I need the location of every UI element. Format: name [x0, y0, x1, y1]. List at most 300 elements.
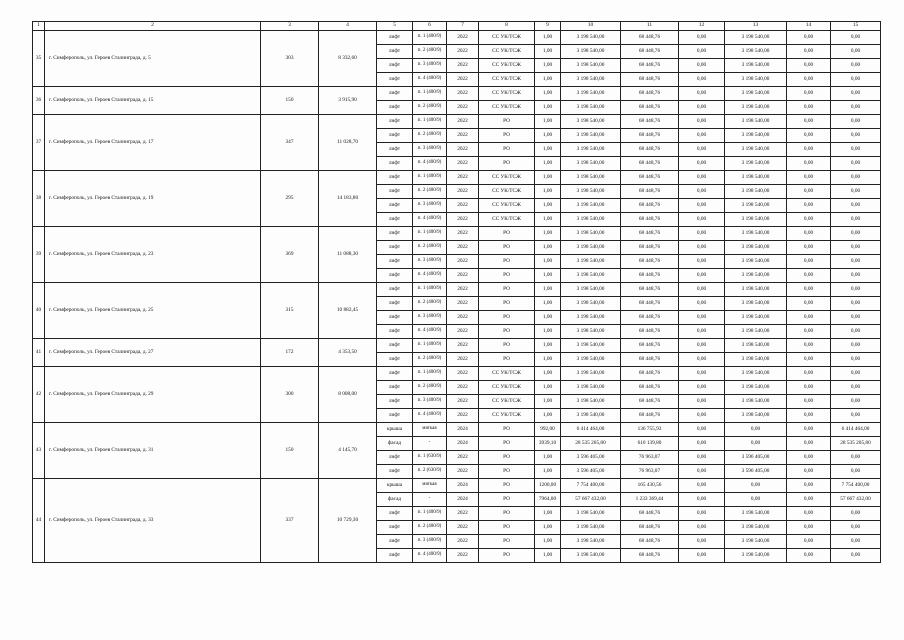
year: 2022 [447, 535, 479, 549]
apartments-count: 347 [261, 115, 319, 171]
col-13-value: 3 198 540,00 [725, 59, 787, 73]
volume: 1,00 [535, 185, 561, 199]
column-number: 15 [831, 22, 881, 31]
year: 2024 [447, 437, 479, 451]
col-13-value: 3 198 540,00 [725, 157, 787, 171]
volume: 1,00 [535, 409, 561, 423]
fund-method: РО [479, 115, 535, 129]
element-position: п. 4 (400/9) [413, 549, 447, 563]
element-position: п. 2 (400/9) [413, 353, 447, 367]
element-type: лифт [377, 255, 413, 269]
cost-per-unit: 68 448,76 [621, 521, 679, 535]
fund-method: СС УК/ТСЖ [479, 31, 535, 45]
element-type: лифт [377, 101, 413, 115]
apartments-count: 150 [261, 423, 319, 479]
element-type: лифт [377, 115, 413, 129]
cost-total: 3 198 540,00 [561, 521, 621, 535]
cost-total: 3 198 540,00 [561, 409, 621, 423]
apartments-count: 295 [261, 171, 319, 227]
cost-total: 3 198 540,00 [561, 73, 621, 87]
cost-total: 3 198 540,00 [561, 507, 621, 521]
element-type: лифт [377, 59, 413, 73]
year: 2022 [447, 311, 479, 325]
col-13-value: 3 198 540,00 [725, 521, 787, 535]
element-position: - [413, 493, 447, 507]
col-13-value: 3 198 540,00 [725, 255, 787, 269]
apartments-count: 172 [261, 339, 319, 367]
volume: 1,00 [535, 325, 561, 339]
table-row [33, 87, 881, 101]
col-15-value: 28 535 205,80 [831, 437, 881, 451]
col-13-value: 3 198 540,00 [725, 325, 787, 339]
element-type: лифт [377, 339, 413, 353]
col-12-value: 0,00 [679, 353, 725, 367]
element-position: п. 3 (400/9) [413, 143, 447, 157]
col-15-value: 0,00 [831, 143, 881, 157]
column-number: 1 [33, 22, 45, 31]
col-14-value: 0,00 [787, 549, 831, 563]
element-position: п. 2 (400/9) [413, 521, 447, 535]
col-15-value: 0,00 [831, 325, 881, 339]
element-position: п. 1 (400/9) [413, 507, 447, 521]
cost-per-unit: 68 448,76 [621, 241, 679, 255]
volume: 1,00 [535, 395, 561, 409]
col-15-value: 0,00 [831, 409, 881, 423]
building-area: 14 183,80 [319, 171, 377, 227]
col-14-value: 0,00 [787, 255, 831, 269]
element-position: п. 1 (400/9) [413, 115, 447, 129]
col-14-value: 0,00 [787, 367, 831, 381]
volume: 1,00 [535, 59, 561, 73]
fund-method: СС УК/ТСЖ [479, 73, 535, 87]
row-number: 41 [33, 339, 45, 367]
element-type: лифт [377, 507, 413, 521]
column-number: 11 [621, 22, 679, 31]
cost-per-unit: 68 448,76 [621, 297, 679, 311]
col-13-value: 3 198 540,00 [725, 339, 787, 353]
element-type: лифт [377, 409, 413, 423]
element-position: п. 1 (630/9) [413, 451, 447, 465]
building-address: г. Симферополь, ул. Героев Сталинграда, д. 27 [45, 339, 261, 367]
column-number: 2 [45, 22, 261, 31]
cost-total: 3 198 540,00 [561, 59, 621, 73]
element-position: п. 2 (400/9) [413, 185, 447, 199]
fund-method: РО [479, 339, 535, 353]
element-position: п. 1 (400/9) [413, 31, 447, 45]
cost-total: 3 198 540,00 [561, 367, 621, 381]
volume: 992,00 [535, 423, 561, 437]
column-number: 7 [447, 22, 479, 31]
building-address: г. Симферополь, ул. Героев Сталинграда, д. 31 [45, 423, 261, 479]
element-position: п. 2 (400/9) [413, 297, 447, 311]
cost-per-unit: 68 448,76 [621, 73, 679, 87]
table-row [33, 339, 881, 353]
col-14-value: 0,00 [787, 325, 831, 339]
element-position: п. 1 (400/9) [413, 87, 447, 101]
volume: 1,00 [535, 213, 561, 227]
building-address: г. Симферополь, ул. Героев Сталинграда, д. 5 [45, 31, 261, 87]
volume: 1,00 [535, 101, 561, 115]
fund-method: РО [479, 465, 535, 479]
element-position: п. 3 (400/9) [413, 255, 447, 269]
col-14-value: 0,00 [787, 437, 831, 451]
volume: 1,00 [535, 87, 561, 101]
row-number: 39 [33, 227, 45, 283]
volume: 1,00 [535, 255, 561, 269]
col-13-value: 3 198 540,00 [725, 101, 787, 115]
col-13-value: 3 198 540,00 [725, 199, 787, 213]
year: 2024 [447, 479, 479, 493]
element-position: п. 4 (400/9) [413, 269, 447, 283]
col-13-value: 0,00 [725, 479, 787, 493]
cost-per-unit: 68 448,76 [621, 101, 679, 115]
year: 2022 [447, 227, 479, 241]
row-number: 44 [33, 479, 45, 563]
table-body [33, 22, 881, 563]
cost-total: 7 754 400,00 [561, 479, 621, 493]
col-13-value: 3 198 540,00 [725, 45, 787, 59]
col-13-value: 3 198 540,00 [725, 409, 787, 423]
apartments-count: 300 [261, 367, 319, 423]
fund-method: СС УК/ТСЖ [479, 87, 535, 101]
building-address: г. Симферополь, ул. Героев Сталинграда, д. 15 [45, 87, 261, 115]
element-type: фасад [377, 493, 413, 507]
col-14-value: 0,00 [787, 157, 831, 171]
cost-total: 3 198 540,00 [561, 353, 621, 367]
year: 2022 [447, 241, 479, 255]
col-15-value: 7 754 400,00 [831, 479, 881, 493]
building-address: г. Симферополь, ул. Героев Сталинграда, д. 23 [45, 227, 261, 283]
volume: 1,00 [535, 465, 561, 479]
apartments-count: 315 [261, 283, 319, 339]
col-12-value: 0,00 [679, 465, 725, 479]
column-number: 13 [725, 22, 787, 31]
cost-per-unit: 68 448,76 [621, 507, 679, 521]
col-14-value: 0,00 [787, 493, 831, 507]
element-position: мягкая [413, 479, 447, 493]
cost-total: 3 596 405,00 [561, 451, 621, 465]
col-12-value: 0,00 [679, 241, 725, 255]
fund-method: РО [479, 143, 535, 157]
element-type: лифт [377, 297, 413, 311]
col-12-value: 0,00 [679, 45, 725, 59]
col-12-value: 0,00 [679, 213, 725, 227]
col-15-value: 0,00 [831, 269, 881, 283]
year: 2022 [447, 269, 479, 283]
volume: 1,00 [535, 31, 561, 45]
volume: 1,00 [535, 297, 561, 311]
col-14-value: 0,00 [787, 143, 831, 157]
col-14-value: 0,00 [787, 535, 831, 549]
fund-method: РО [479, 129, 535, 143]
volume: 1200,00 [535, 479, 561, 493]
volume: 1,00 [535, 339, 561, 353]
building-address: г. Симферополь, ул. Героев Сталинграда, д. 29 [45, 367, 261, 423]
col-14-value: 0,00 [787, 45, 831, 59]
year: 2022 [447, 381, 479, 395]
element-position: п. 3 (400/9) [413, 311, 447, 325]
cost-per-unit: 68 448,76 [621, 311, 679, 325]
element-type: лифт [377, 381, 413, 395]
col-12-value: 0,00 [679, 199, 725, 213]
col-12-value: 0,00 [679, 269, 725, 283]
building-address: г. Симферополь, ул. Героев Сталинграда, д. 33 [45, 479, 261, 563]
col-13-value: 3 198 540,00 [725, 367, 787, 381]
fund-method: СС УК/ТСЖ [479, 101, 535, 115]
year: 2022 [447, 549, 479, 563]
col-14-value: 0,00 [787, 115, 831, 129]
element-type: лифт [377, 395, 413, 409]
col-14-value: 0,00 [787, 465, 831, 479]
col-14-value: 0,00 [787, 269, 831, 283]
building-address: г. Симферополь, ул. Героев Сталинграда, д. 17 [45, 115, 261, 171]
apartments-count: 150 [261, 87, 319, 115]
year: 2022 [447, 59, 479, 73]
col-13-value: 3 198 540,00 [725, 73, 787, 87]
col-13-value: 3 198 540,00 [725, 227, 787, 241]
col-12-value: 0,00 [679, 73, 725, 87]
cost-per-unit: 68 448,76 [621, 157, 679, 171]
cost-per-unit: 165 430,56 [621, 479, 679, 493]
col-12-value: 0,00 [679, 59, 725, 73]
year: 2022 [447, 171, 479, 185]
row-number: 38 [33, 171, 45, 227]
element-type: лифт [377, 311, 413, 325]
col-13-value: 3 198 540,00 [725, 507, 787, 521]
column-number: 14 [787, 22, 831, 31]
volume: 1,00 [535, 283, 561, 297]
element-type: лифт [377, 143, 413, 157]
element-position: п. 3 (400/9) [413, 395, 447, 409]
cost-per-unit: 68 448,76 [621, 199, 679, 213]
table-row [33, 423, 881, 437]
col-15-value: 0,00 [831, 297, 881, 311]
col-13-value: 3 198 540,00 [725, 297, 787, 311]
element-position: п. 4 (400/9) [413, 213, 447, 227]
fund-method: РО [479, 451, 535, 465]
element-type: лифт [377, 535, 413, 549]
volume: 1,00 [535, 143, 561, 157]
cost-per-unit: 68 448,76 [621, 185, 679, 199]
col-14-value: 0,00 [787, 507, 831, 521]
fund-method: РО [479, 479, 535, 493]
volume: 1,00 [535, 115, 561, 129]
col-13-value: 3 198 540,00 [725, 395, 787, 409]
year: 2022 [447, 143, 479, 157]
year: 2022 [447, 409, 479, 423]
row-number: 43 [33, 423, 45, 479]
col-14-value: 0,00 [787, 213, 831, 227]
col-14-value: 0,00 [787, 381, 831, 395]
cost-per-unit: 68 448,76 [621, 339, 679, 353]
year: 2022 [447, 45, 479, 59]
fund-method: СС УК/ТСЖ [479, 409, 535, 423]
element-position: п. 4 (400/9) [413, 157, 447, 171]
building-area: 4 353,50 [319, 339, 377, 367]
volume: 1,00 [535, 157, 561, 171]
building-area: 10 729,30 [319, 479, 377, 563]
element-type: лифт [377, 549, 413, 563]
volume: 3939,10 [535, 437, 561, 451]
year: 2022 [447, 353, 479, 367]
element-position: п. 2 (400/9) [413, 129, 447, 143]
cost-per-unit: 68 448,76 [621, 367, 679, 381]
year: 2022 [447, 31, 479, 45]
fund-method: РО [479, 325, 535, 339]
col-12-value: 0,00 [679, 143, 725, 157]
col-15-value: 0,00 [831, 227, 881, 241]
col-14-value: 0,00 [787, 241, 831, 255]
cost-per-unit: 68 448,76 [621, 269, 679, 283]
volume: 7964,00 [535, 493, 561, 507]
element-type: лифт [377, 45, 413, 59]
cost-total: 3 198 540,00 [561, 101, 621, 115]
cost-total: 3 198 540,00 [561, 269, 621, 283]
column-number-row [33, 22, 881, 31]
volume: 1,00 [535, 45, 561, 59]
row-number: 36 [33, 87, 45, 115]
col-12-value: 0,00 [679, 451, 725, 465]
volume: 1,00 [535, 241, 561, 255]
cost-total: 3 198 540,00 [561, 171, 621, 185]
cost-total: 3 198 540,00 [561, 535, 621, 549]
fund-method: СС УК/ТСЖ [479, 45, 535, 59]
col-12-value: 0,00 [679, 507, 725, 521]
fund-method: РО [479, 283, 535, 297]
year: 2022 [447, 451, 479, 465]
cost-total: 3 198 540,00 [561, 31, 621, 45]
cost-per-unit: 1 233 369,44 [621, 493, 679, 507]
building-address: г. Симферополь, ул. Героев Сталинграда, д. 19 [45, 171, 261, 227]
col-12-value: 0,00 [679, 437, 725, 451]
cost-per-unit: 76 963,07 [621, 465, 679, 479]
element-type: лифт [377, 269, 413, 283]
fund-method: РО [479, 227, 535, 241]
col-13-value: 3 198 540,00 [725, 87, 787, 101]
cost-per-unit: 68 448,76 [621, 115, 679, 129]
col-12-value: 0,00 [679, 129, 725, 143]
volume: 1,00 [535, 367, 561, 381]
element-type: лифт [377, 241, 413, 255]
col-15-value: 0,00 [831, 45, 881, 59]
col-13-value: 3 198 540,00 [725, 269, 787, 283]
cost-per-unit: 68 448,76 [621, 353, 679, 367]
row-number: 42 [33, 367, 45, 423]
fund-method: СС УК/ТСЖ [479, 381, 535, 395]
cost-total: 3 198 540,00 [561, 143, 621, 157]
col-12-value: 0,00 [679, 381, 725, 395]
fund-method: РО [479, 507, 535, 521]
cost-per-unit: 68 448,76 [621, 129, 679, 143]
col-13-value: 3 198 540,00 [725, 381, 787, 395]
table-row [33, 283, 881, 297]
fund-method: СС УК/ТСЖ [479, 185, 535, 199]
element-position: п. 2 (400/9) [413, 241, 447, 255]
element-type: лифт [377, 451, 413, 465]
cost-total: 3 198 540,00 [561, 157, 621, 171]
element-position: п. 1 (400/9) [413, 339, 447, 353]
column-number: 12 [679, 22, 725, 31]
col-14-value: 0,00 [787, 521, 831, 535]
building-area: 3 915,90 [319, 87, 377, 115]
col-14-value: 0,00 [787, 129, 831, 143]
volume: 1,00 [535, 129, 561, 143]
col-13-value: 3 198 540,00 [725, 535, 787, 549]
cost-per-unit: 68 448,76 [621, 87, 679, 101]
element-type: лифт [377, 157, 413, 171]
col-15-value: 0,00 [831, 129, 881, 143]
element-position: п. 1 (400/9) [413, 367, 447, 381]
fund-method: СС УК/ТСЖ [479, 199, 535, 213]
col-15-value: 0,00 [831, 395, 881, 409]
col-14-value: 0,00 [787, 199, 831, 213]
cost-total: 3 198 540,00 [561, 311, 621, 325]
col-15-value: 0,00 [831, 31, 881, 45]
col-13-value: 3 198 540,00 [725, 143, 787, 157]
fund-method: СС УК/ТСЖ [479, 59, 535, 73]
col-14-value: 0,00 [787, 59, 831, 73]
element-position: п. 1 (400/9) [413, 227, 447, 241]
col-15-value: 0,00 [831, 255, 881, 269]
building-area: 8 008,00 [319, 367, 377, 423]
volume: 1,00 [535, 535, 561, 549]
col-14-value: 0,00 [787, 395, 831, 409]
column-number: 10 [561, 22, 621, 31]
col-13-value: 3 198 540,00 [725, 353, 787, 367]
cost-per-unit: 68 448,76 [621, 535, 679, 549]
col-13-value: 3 198 540,00 [725, 283, 787, 297]
fund-method: СС УК/ТСЖ [479, 395, 535, 409]
cost-per-unit: 68 448,76 [621, 381, 679, 395]
cost-total: 3 198 540,00 [561, 549, 621, 563]
col-14-value: 0,00 [787, 297, 831, 311]
table-row [33, 115, 881, 129]
apartments-count: 303 [261, 31, 319, 87]
fund-method: РО [479, 353, 535, 367]
fund-method: РО [479, 311, 535, 325]
cost-total: 3 198 540,00 [561, 227, 621, 241]
col-14-value: 0,00 [787, 409, 831, 423]
element-type: лифт [377, 367, 413, 381]
year: 2022 [447, 339, 479, 353]
col-12-value: 0,00 [679, 479, 725, 493]
element-position: п. 4 (400/9) [413, 73, 447, 87]
col-14-value: 0,00 [787, 101, 831, 115]
element-position: п. 3 (400/9) [413, 59, 447, 73]
element-position: п. 1 (400/9) [413, 171, 447, 185]
col-13-value: 3 198 540,00 [725, 549, 787, 563]
column-number: 8 [479, 22, 535, 31]
cost-per-unit: 68 448,76 [621, 227, 679, 241]
cost-total: 3 198 540,00 [561, 339, 621, 353]
year: 2022 [447, 199, 479, 213]
year: 2022 [447, 115, 479, 129]
element-type: лифт [377, 73, 413, 87]
col-13-value: 0,00 [725, 423, 787, 437]
cost-per-unit: 68 448,76 [621, 31, 679, 45]
volume: 1,00 [535, 269, 561, 283]
year: 2022 [447, 255, 479, 269]
col-12-value: 0,00 [679, 521, 725, 535]
year: 2022 [447, 185, 479, 199]
col-12-value: 0,00 [679, 367, 725, 381]
col-12-value: 0,00 [679, 185, 725, 199]
element-type: лифт [377, 31, 413, 45]
fund-method: РО [479, 521, 535, 535]
col-12-value: 0,00 [679, 339, 725, 353]
element-type: лифт [377, 129, 413, 143]
cost-total: 3 198 540,00 [561, 395, 621, 409]
